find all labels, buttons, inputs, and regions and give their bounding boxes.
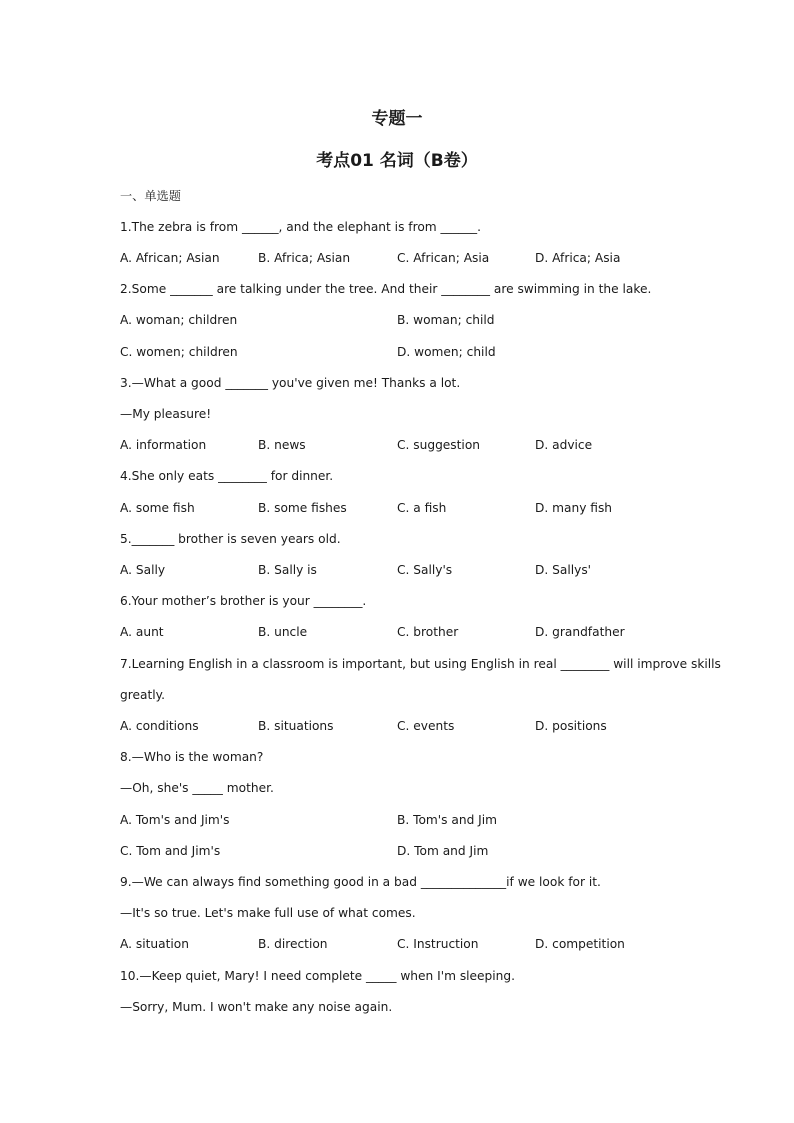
- question-stem-continued: —It's so true. Let's make full use of what comes.: [120, 906, 416, 920]
- document-title: 专题一: [371, 109, 423, 129]
- section-heading: 一、单选题: [120, 189, 181, 203]
- option-b: B. situations: [258, 719, 334, 733]
- option-a: A. woman; children: [120, 313, 238, 327]
- option-d: D. many fish: [535, 501, 613, 515]
- option-a: A. Sally: [120, 563, 166, 577]
- question-stem: 1.The zebra is from ______, and the elephant is from ______.: [120, 220, 481, 234]
- option-a: A. information: [120, 438, 207, 452]
- question-stem: 7.Learning English in a classroom is important, but using English in real ________ will improve skills: [120, 657, 721, 671]
- option-a: A. Tom's and Jim's: [120, 813, 230, 827]
- option-c: C. Tom and Jim's: [120, 844, 221, 858]
- option-d: D. women; child: [397, 345, 496, 359]
- option-d: D. Africa; Asia: [535, 251, 621, 265]
- question-stem: 5._______ brother is seven years old.: [120, 532, 341, 546]
- question-stem: 10.—Keep quiet, Mary! I need complete _____ when I'm sleeping.: [120, 969, 516, 983]
- option-a: A. some fish: [120, 501, 195, 515]
- question-stem: 3.—What a good _______ you've given me! Thanks a lot.: [120, 376, 461, 390]
- question-stem: 6.Your mother’s brother is your ________.: [120, 594, 367, 608]
- option-c: C. Instruction: [397, 937, 479, 951]
- option-c: C. African; Asia: [397, 251, 490, 265]
- option-b: B. direction: [258, 937, 328, 951]
- option-a: A. situation: [120, 937, 189, 951]
- option-b: B. some fishes: [258, 501, 347, 515]
- option-c: C. suggestion: [397, 438, 480, 452]
- option-d: D. positions: [535, 719, 607, 733]
- option-c: C. women; children: [120, 345, 238, 359]
- option-a: A. aunt: [120, 625, 164, 639]
- option-b: B. news: [258, 438, 306, 452]
- option-d: D. grandfather: [535, 625, 625, 639]
- option-d: D. competition: [535, 937, 625, 951]
- question-stem-continued: —My pleasure!: [120, 407, 212, 421]
- option-d: D. Tom and Jim: [397, 844, 489, 858]
- option-b: B. Tom's and Jim: [397, 813, 498, 827]
- option-c: C. brother: [397, 625, 459, 639]
- question-stem: 8.—Who is the woman?: [120, 750, 264, 764]
- option-a: A. conditions: [120, 719, 199, 733]
- question-stem: 9.—We can always find something good in a bad ______________if we look for it.: [120, 875, 601, 889]
- question-stem: 2.Some _______ are talking under the tree. And their ________ are swimming in the lake.: [120, 282, 652, 296]
- option-b: B. Sally is: [258, 563, 317, 577]
- option-b: B. uncle: [258, 625, 308, 639]
- option-a: A. African; Asian: [120, 251, 220, 265]
- document-subtitle: 考点01 名词（B卷）: [316, 151, 478, 171]
- question-stem: 4.She only eats ________ for dinner.: [120, 469, 334, 483]
- option-b: B. Africa; Asian: [258, 251, 351, 265]
- question-stem-continued: —Oh, she's _____ mother.: [120, 781, 274, 795]
- question-stem-continued: greatly.: [120, 688, 165, 702]
- option-c: C. Sally's: [397, 563, 453, 577]
- option-d: D. advice: [535, 438, 593, 452]
- option-b: B. woman; child: [397, 313, 495, 327]
- question-stem-continued: —Sorry, Mum. I won't make any noise again.: [120, 1000, 393, 1014]
- option-c: C. events: [397, 719, 455, 733]
- option-d: D. Sallys': [535, 563, 592, 577]
- option-c: C. a fish: [397, 501, 447, 515]
